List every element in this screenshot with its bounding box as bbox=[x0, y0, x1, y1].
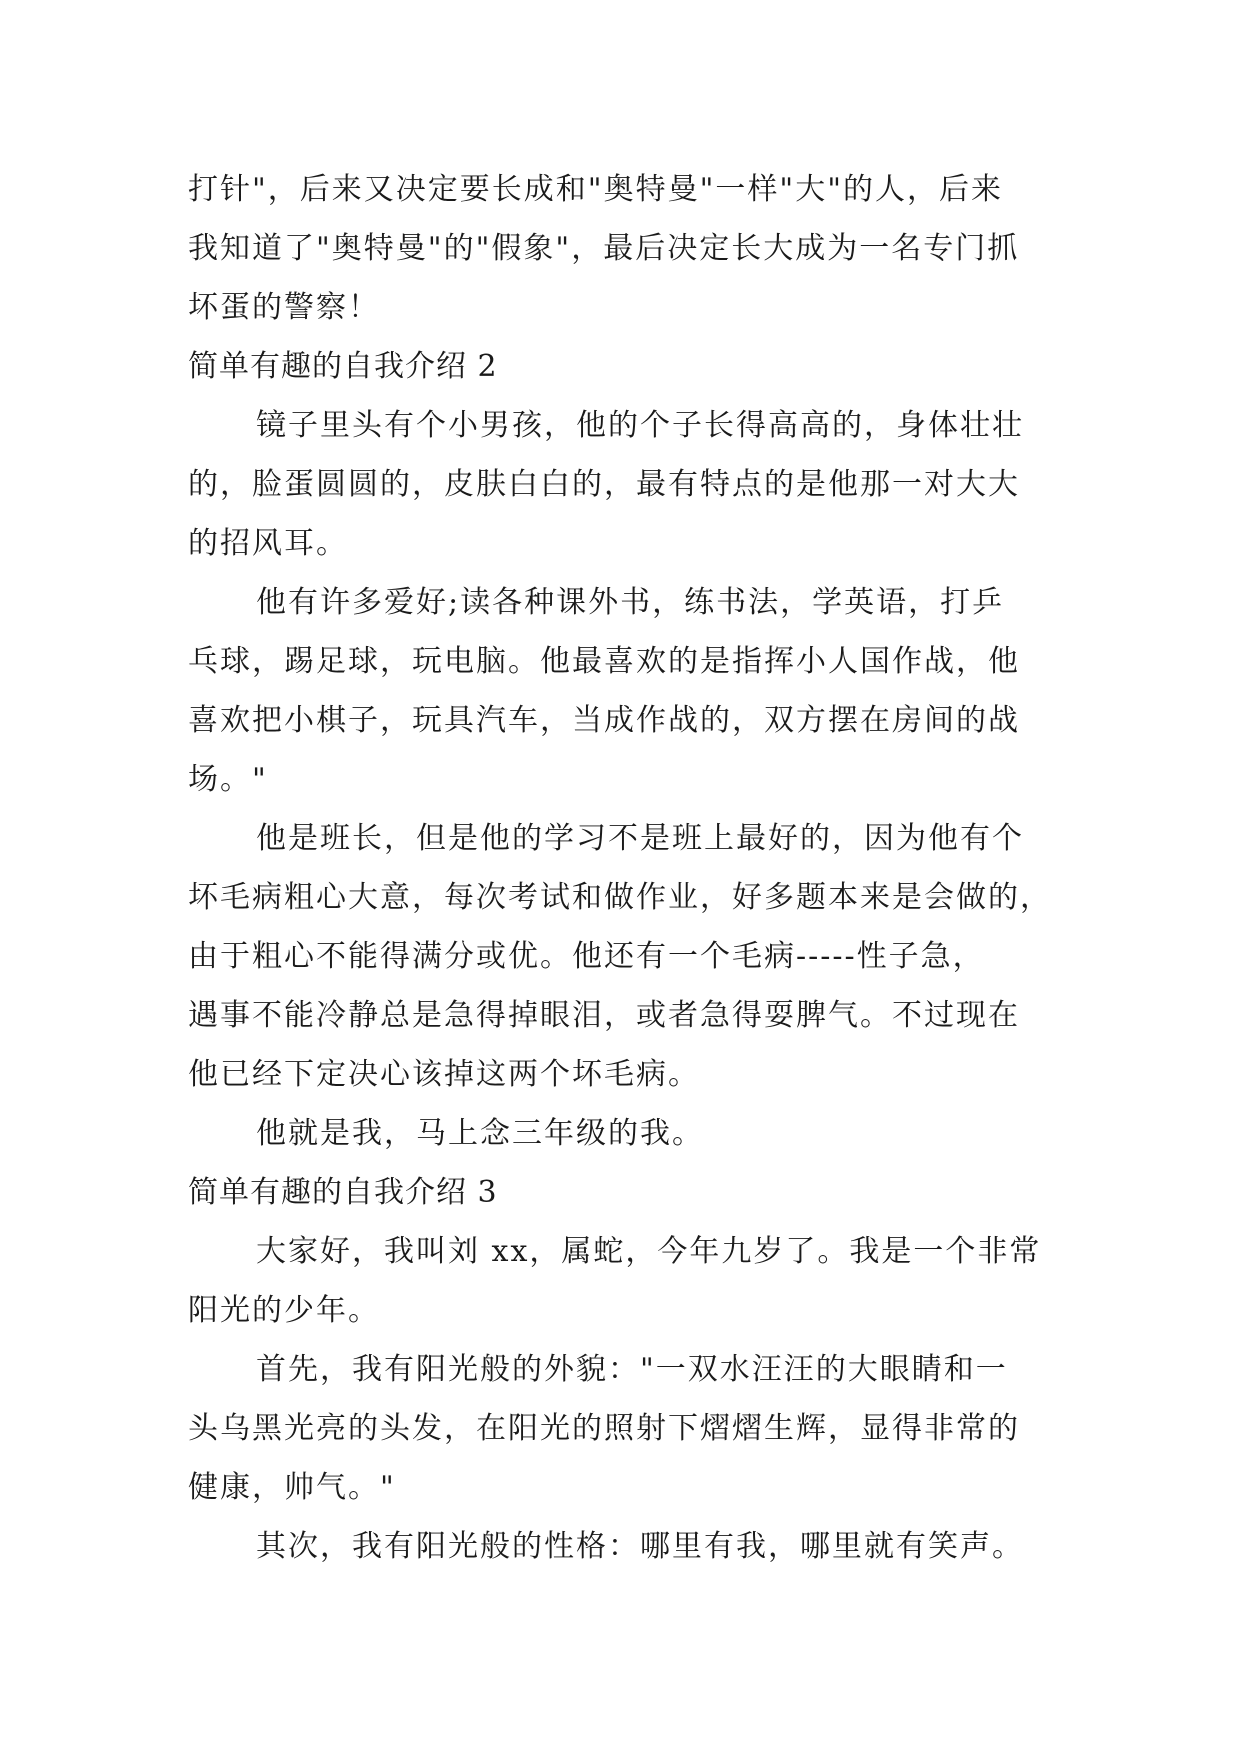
paragraph-first-line: 他就是我，马上念三年级的我。 bbox=[256, 1116, 704, 1151]
text-line: 遇事不能冷静总是急得掉眼泪，或者急得耍脾气。不过现在 bbox=[188, 998, 1020, 1033]
text-line: 健康，帅气。" bbox=[188, 1470, 396, 1505]
text-line: 我知道了"奥特曼"的"假象"，最后决定长大成为一名专门抓 bbox=[188, 231, 1020, 266]
paragraph-first-line: 首先，我有阳光般的外貌："一双水汪汪的大眼睛和一 bbox=[256, 1352, 1008, 1387]
text-line: 坏毛病粗心大意，每次考试和做作业，好多题本来是会做的， bbox=[188, 880, 1052, 915]
text-line: 场。" bbox=[188, 762, 268, 797]
text-line: 喜欢把小棋子，玩具汽车，当成作战的，双方摆在房间的战 bbox=[188, 703, 1020, 738]
text-line: 乓球，踢足球，玩电脑。他最喜欢的是指挥小人国作战，他 bbox=[188, 644, 1020, 679]
text-line: 的招风耳。 bbox=[188, 526, 348, 561]
text-line: 由于粗心不能得满分或优。他还有一个毛病-----性子急， bbox=[188, 939, 985, 974]
text-line: 头乌黑光亮的头发，在阳光的照射下熠熠生辉，显得非常的 bbox=[188, 1411, 1020, 1446]
text-line: 阳光的少年。 bbox=[188, 1293, 380, 1328]
text-line: 打针"，后来又决定要长成和"奥特曼"一样"大"的人，后来 bbox=[188, 172, 1003, 207]
paragraph-first-line: 他有许多爱好;读各种课外书，练书法，学英语，打乒 bbox=[256, 585, 1005, 620]
paragraph-first-line: 大家好，我叫刘 xx，属蛇，今年九岁了。我是一个非常 bbox=[256, 1234, 1042, 1269]
paragraph-first-line: 他是班长，但是他的学习不是班上最好的，因为他有个 bbox=[256, 821, 1024, 856]
text-line: 他已经下定决心该掉这两个坏毛病。 bbox=[188, 1057, 700, 1092]
document-page bbox=[188, 160, 1068, 1576]
section-heading: 简单有趣的自我介绍 3 bbox=[188, 1175, 498, 1210]
section-heading: 简单有趣的自我介绍 2 bbox=[188, 349, 498, 384]
paragraph-first-line: 镜子里头有个小男孩，他的个子长得高高的，身体壮壮 bbox=[256, 408, 1024, 443]
text-line: 坏蛋的警察！ bbox=[188, 290, 380, 325]
text-line: 的，脸蛋圆圆的，皮肤白白的，最有特点的是他那一对大大 bbox=[188, 467, 1020, 502]
paragraph-first-line: 其次，我有阳光般的性格：哪里有我，哪里就有笑声。 bbox=[256, 1529, 1024, 1564]
